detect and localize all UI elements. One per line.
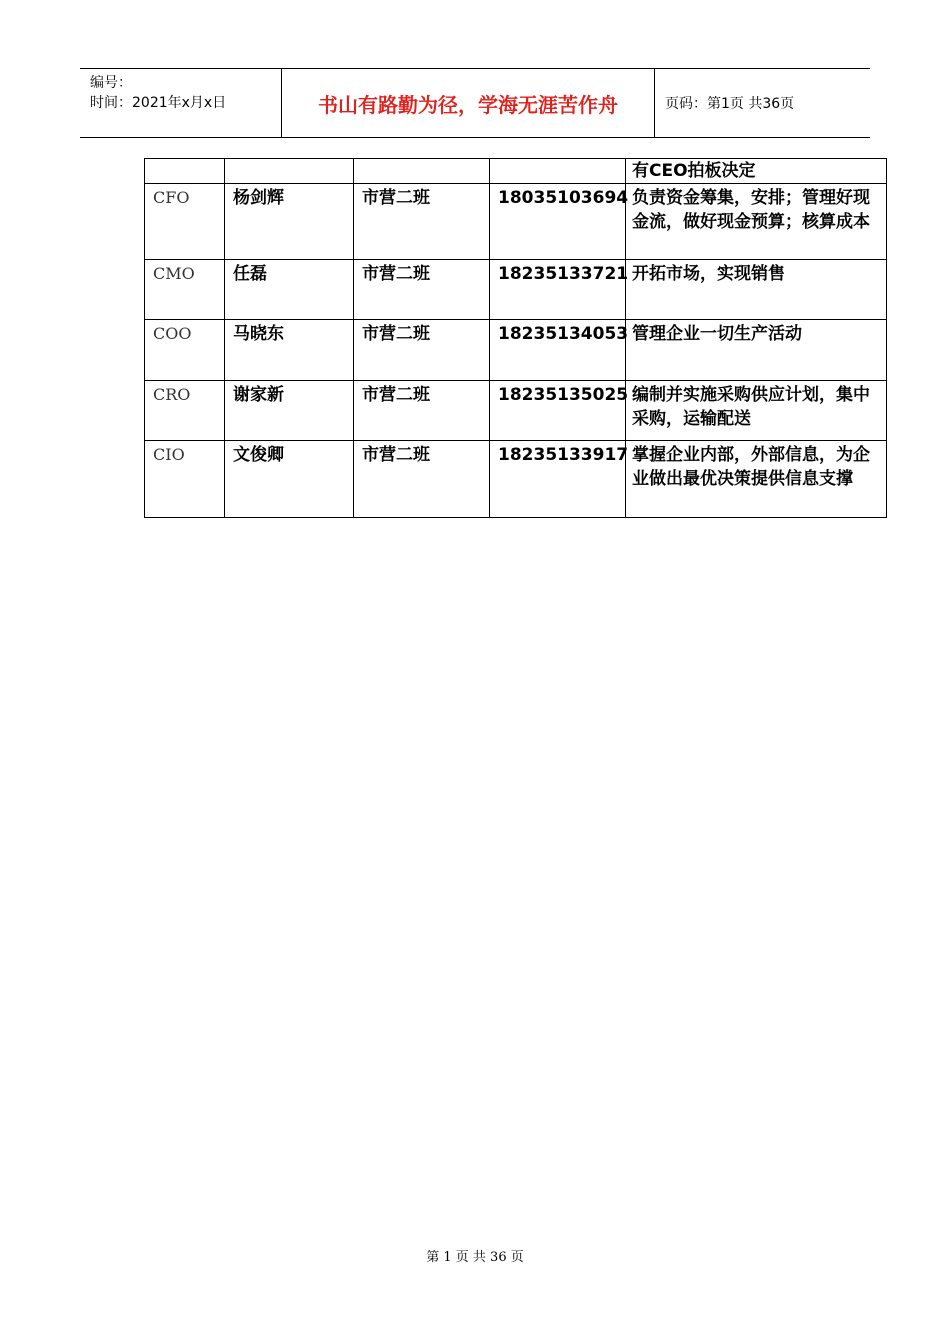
table-row xyxy=(145,381,887,441)
phone-cell xyxy=(490,159,626,184)
phone-cell: 18235133917 xyxy=(490,441,626,518)
header-meta xyxy=(90,73,226,113)
duty-cell: 有CEO拍板决定 xyxy=(626,159,887,184)
name-cell: 任磊 xyxy=(225,260,354,320)
role-cell: CMO xyxy=(145,260,225,320)
doc-time-label: 时间：2021年x月x日 xyxy=(90,95,227,111)
table-row xyxy=(145,184,887,260)
table-row xyxy=(145,159,887,184)
table-row xyxy=(145,441,887,518)
duty-cell: 管理企业一切生产活动 xyxy=(626,320,887,381)
phone-cell: 18035103694 xyxy=(490,184,626,260)
duty-cell: 负责资金筹集，安排；管理好现金流，做好现金预算；核算成本 xyxy=(626,184,887,260)
page-header xyxy=(80,68,870,138)
role-cell xyxy=(145,159,225,184)
role-cell: CIO xyxy=(145,441,225,518)
name-cell: 谢家新 xyxy=(225,381,354,441)
phone-cell: 18235133721 xyxy=(490,260,626,320)
header-motto: 书山有路勤为径，学海无涯苦作舟 xyxy=(318,92,618,117)
class-cell: 市营二班 xyxy=(354,441,490,518)
class-cell: 市营二班 xyxy=(354,381,490,441)
class-cell: 市营二班 xyxy=(354,184,490,260)
roles-table xyxy=(144,158,887,518)
page-footer: 第 1 页 共 36 页 xyxy=(426,1250,524,1265)
class-cell: 市营二班 xyxy=(354,320,490,381)
role-cell: COO xyxy=(145,320,225,381)
header-divider xyxy=(654,69,655,137)
role-cell: CFO xyxy=(145,184,225,260)
table-row xyxy=(145,260,887,320)
phone-cell: 18235134053 xyxy=(490,320,626,381)
name-cell xyxy=(225,159,354,184)
class-cell xyxy=(354,159,490,184)
table-row xyxy=(145,320,887,381)
role-cell: CRO xyxy=(145,381,225,441)
name-cell: 杨剑辉 xyxy=(225,184,354,260)
duty-cell: 开拓市场，实现销售 xyxy=(626,260,887,320)
class-cell: 市营二班 xyxy=(354,260,490,320)
header-page-info: 页码：第1页 共36页 xyxy=(665,96,795,112)
phone-cell: 18235135025 xyxy=(490,381,626,441)
name-cell: 文俊卿 xyxy=(225,441,354,518)
duty-cell: 编制并实施采购供应计划，集中采购，运输配送 xyxy=(626,381,887,441)
duty-cell: 掌握企业内部，外部信息，为企业做出最优决策提供信息支撑 xyxy=(626,441,887,518)
name-cell: 马晓东 xyxy=(225,320,354,381)
doc-number-label: 编号： xyxy=(90,75,132,91)
